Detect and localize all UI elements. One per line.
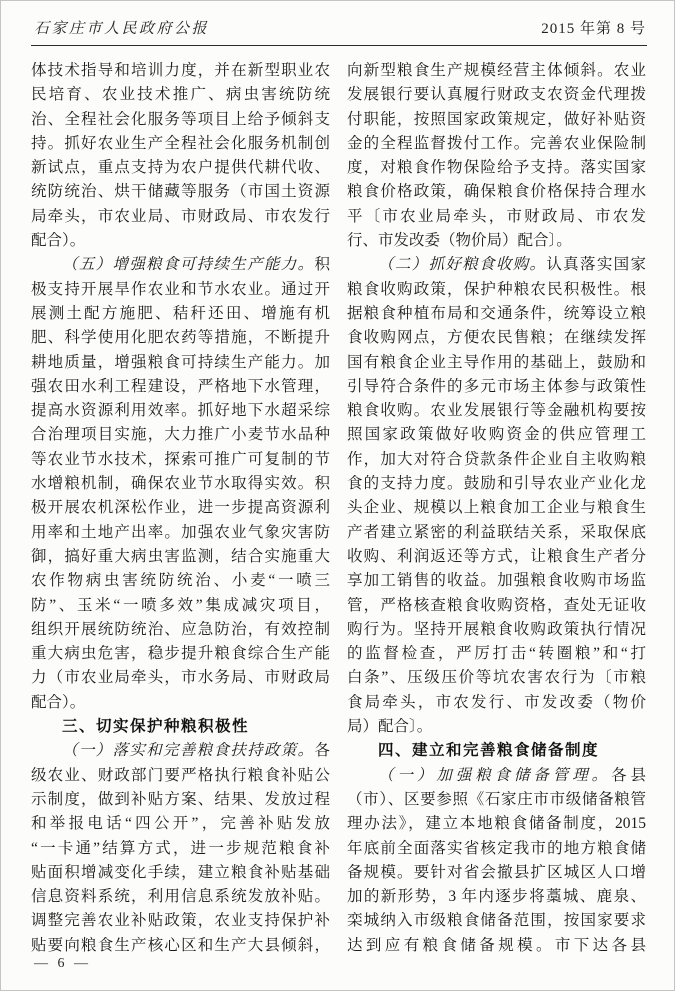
text-line [347,545,646,569]
text-line [31,59,330,83]
body-text: 食收购网点，方便农民售粮；在继续发挥 [347,329,646,347]
body-text: 信息资料系统，利用信息系统发放补贴。 [31,888,330,906]
text-line [347,278,646,302]
text-line [347,156,646,180]
emphasis-text: （五）增强粮食可持续生产能力。 [62,256,315,274]
right-column [347,59,646,958]
body-text: 据粮食种植布局和交通条件，统筹设立粮 [347,304,646,322]
body-text: 产者建立紧密的利益联结关系，采取保底 [347,523,646,541]
body-text: 引导符合条件的多元市场主体参与政策性 [347,377,646,395]
text-line [347,496,646,520]
body-text: 调整完善农业补贴政策，农业支持保护补 [31,912,330,930]
body-text: 提高水资源利用效率。抓好地下水超采综 [31,402,330,420]
body-text: 农作物病虫害统防统治、小麦“一喷三 [31,572,330,590]
body-text: 行、市发改委（物价局）配合〕。 [347,232,572,250]
section-heading [31,715,330,739]
body-text: 体技术指导和培训力度，并在新型职业农 [31,62,330,79]
body-text: 级农业、财政部门要严格执行粮食补贴公 [31,766,330,784]
text-line [347,715,646,739]
body-text: 合治理项目实施，大力推广小麦节水品种 [31,426,330,444]
text-line [31,764,330,788]
body-text: 强农田水利工程建设，严格地下水管理， [31,377,330,395]
body-text: 配合）。 [31,232,86,250]
document-body [1,46,674,958]
body-text: 度，对粮食作物保险给予支持。落实国家 [347,159,646,177]
body-text: 示制度，做到补贴方案、结果、发放过程 [31,790,330,808]
text-line [31,934,330,958]
body-text: 粮食收购。农业发展银行等金融机构要按 [347,402,646,420]
text-line [347,569,646,593]
text-line [347,594,646,618]
text-line [347,934,646,958]
body-text: 组织开展统防统治、应急防治，有效控制 [31,620,330,638]
text-line [347,83,646,107]
text-line [347,909,646,933]
text-line [31,642,330,666]
body-text: 耕地质量，增强粮食可持续生产能力。加 [31,353,330,371]
text-line [347,375,646,399]
emphasis-text: （二）抓好粮食收购。 [378,256,547,274]
body-text: 和举报电话“四公开”，完善补贴发放 [31,815,330,833]
text-line [31,83,330,107]
body-text: 照国家政策做好收购资金的供应管理工 [347,426,646,444]
text-line [347,59,646,83]
text-line [31,521,330,545]
text-line [347,205,646,229]
text-line [347,253,646,277]
body-text: 的监督检查，严厉打击“转圈粮”和“打 [347,645,646,663]
text-line [31,229,330,253]
text-line [347,229,646,253]
left-column [31,59,330,958]
text-line [31,569,330,593]
text-line [347,521,646,545]
body-text: 力（市农业局牵头，市水务局、市财政局 [31,669,330,687]
text-line [31,351,330,375]
text-line [31,909,330,933]
gazette-title: 石家庄市人民政府公报 [34,21,210,37]
issue-number: 2015 年第 8 号 [541,21,646,37]
body-text: 食的支持力度。鼓励和引导农业产业化龙 [347,475,646,493]
text-line [31,375,330,399]
body-text: 管，严格核查粮食收购资格，查处无证收 [347,596,646,614]
body-text: 四、建立和完善粮食储备制度 [378,742,600,760]
page-number: — 6 — [34,956,91,971]
text-line [347,472,646,496]
body-text: 极开展农机深松作业，进一步提高资源利 [31,499,330,517]
text-line [31,423,330,447]
body-text: 享加工销售的收益。加强粮食收购市场监 [347,572,646,590]
body-text: 付职能，按照国家政策规定，做好补贴资 [347,110,646,128]
body-text: 重大病虫危害，稳步提升粮食综合生产能 [31,645,330,663]
text-line [31,132,330,156]
text-line [31,739,330,763]
text-line [31,253,330,277]
body-text: 备规模。要针对省会撤县扩区城区人口增 [347,863,646,881]
text-line [347,812,646,836]
body-text: 用率和土地产出率。加强农业气象灾害防 [31,523,330,541]
body-text: 肥、科学使用化肥农药等措施，不断提升 [31,329,330,347]
text-line [347,132,646,156]
body-text: 水增粮机制，确保农业节水取得实效。积 [31,475,330,493]
emphasis-text: （一）落实和完善粮食扶持政策。 [62,742,315,760]
page-footer [34,956,91,972]
page-header [1,1,674,45]
body-text: 白条”、压级压价等坑农害农行为〔市粮 [347,669,646,687]
body-text: 御，搞好重大病虫害监测，结合实施重大 [31,547,330,565]
emphasis-text: （一）加强粮食储备管理。 [378,766,612,784]
text-line [347,764,646,788]
body-text: 认真落实国家 [546,256,646,274]
body-text: 局）配合〕。 [347,718,433,736]
body-text: 平〔市农业局牵头，市财政局、市农发 [347,207,646,225]
body-text: 展测土配方施肥、秸秆还田、增施有机 [31,304,330,322]
text-line [31,788,330,812]
body-text: 持。抓好农业生产全程社会化服务机制创 [31,134,330,152]
text-line [31,618,330,642]
body-text: 发展银行要认真履行财政支农资金代理拨 [347,86,646,104]
text-line [347,108,646,132]
text-line [31,837,330,861]
text-line [31,326,330,350]
text-line [347,448,646,472]
text-line [31,594,330,618]
section-heading [347,739,646,763]
text-line [31,278,330,302]
body-text: 新试点，重点支持为农户提供代耕代收、 [31,159,330,177]
text-line [347,423,646,447]
text-line [31,448,330,472]
body-text: 局牵头，市农业局、市财政局、市农发行 [31,207,330,225]
body-text: 栾城纳入市级粮食储备范围，按国家要求 [347,912,646,930]
body-text: 贴面积增减变化手续，建立粮食补贴基础 [31,863,330,881]
text-line [347,618,646,642]
text-line [31,812,330,836]
text-line [347,691,646,715]
body-text: 食局牵头，市农发行、市发改委（物价 [347,693,646,711]
body-text: 粮食价格政策，确保粮食价格保持合理水 [347,183,646,201]
body-text: 头企业、规模以上粮食加工企业与粮食生 [347,499,646,517]
body-text: 配合）。 [31,693,86,711]
body-text: 收购、利润返还等方式，让粮食生产者分 [347,547,646,565]
text-line [347,642,646,666]
body-text: 民培育、农业技术推广、病虫害统防统 [31,86,330,104]
text-line [347,180,646,204]
body-text: 作，加大对符合贷款条件企业自主收购粮 [347,450,646,468]
body-text: 贴要向粮食生产核心区和生产大县倾斜， [31,936,330,954]
body-text: 加的新形势，3 年内逐步将藁城、鹿泉、 [347,888,646,906]
text-line [347,837,646,861]
body-text: 理办法》，建立本地粮食储备制度，2015 [347,815,646,833]
text-line [347,861,646,885]
text-line [31,156,330,180]
body-text: 各 [314,742,330,760]
body-text: 极支持开展旱作农业和节水农业。通过开 [31,280,330,298]
body-text: 向新型粮食生产规模经营主体倾斜。农业 [347,62,646,79]
text-line [347,666,646,690]
body-text: 积 [314,256,330,274]
text-line [31,205,330,229]
body-text: 防”、玉米“一喷多效”集成减灾项目， [31,596,330,614]
text-line [347,399,646,423]
body-text: 达到应有粮食储备规模。市下达各县 [347,936,646,954]
text-line [31,666,330,690]
text-line [31,861,330,885]
text-line [347,885,646,909]
text-line [31,108,330,132]
body-text: 等农业节水技术，探索可推广可复制的节 [31,450,330,468]
text-line [347,326,646,350]
body-text: 年底前全面落实省核定我市的地方粮食储 [347,839,646,857]
body-text: 粮食收购政策，保护种粮农民积极性。根 [347,280,646,298]
body-text: （市）、区要参照《石家庄市市级储备粮管 [347,790,646,808]
body-text: 国有粮食企业主导作用的基础上，鼓励和 [347,353,646,371]
text-line [347,351,646,375]
text-line [31,496,330,520]
text-line [31,302,330,326]
body-text: 治、全程社会化服务等项目上给予倾斜支 [31,110,330,128]
text-line [31,545,330,569]
body-text: 各县 [611,766,646,784]
text-line [31,399,330,423]
text-line [31,885,330,909]
text-line [31,472,330,496]
body-text: 购行为。坚持开展粮食收购政策执行情况 [347,620,646,638]
body-text: “一卡通”结算方式，进一步规范粮食补 [31,839,330,857]
text-line [31,180,330,204]
body-text: 三、切实保护种粮积极性 [62,718,250,736]
text-line [347,302,646,326]
body-text: 统防统治、烘干储藏等服务（市国土资源 [31,183,330,201]
text-line [347,788,646,812]
body-text: 金的全程监督拨付工作。完善农业保险制 [347,134,646,152]
text-line [31,691,330,715]
